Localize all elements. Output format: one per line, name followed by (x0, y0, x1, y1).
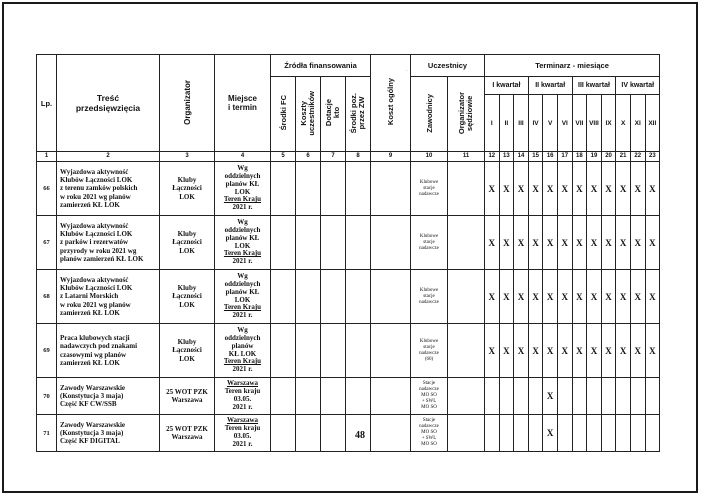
cell-zawodnicy: Klubowe stacje nadawcze (60) (411, 324, 448, 378)
cell-month-10: X (616, 324, 631, 378)
cell-month-11: X (630, 270, 645, 324)
cell-zawodnicy: Klubowe stacje nadawcze (411, 216, 448, 270)
cell-month-2 (499, 378, 514, 415)
header-month-4: IV (528, 95, 543, 152)
header-terminarz: Terminarz - miesiące (485, 55, 660, 77)
header-kwartal-3: III kwartał (572, 77, 616, 95)
header-month-7: VII (572, 95, 587, 152)
column-number-10: 10 (411, 152, 448, 162)
cell-srodki-fc (271, 415, 296, 452)
table-row (37, 324, 660, 378)
cell-month-9: X (601, 216, 616, 270)
cell-month-7 (572, 378, 587, 415)
cell-month-8 (587, 415, 602, 452)
header-month-2: II (499, 95, 514, 152)
column-number-9: 9 (371, 152, 411, 162)
cell-zawodnicy: Stacje nadawcze MO SO + SWL MO SO (411, 378, 448, 415)
cell-koszt-ogolny (371, 378, 411, 415)
cell-month-6: X (557, 324, 572, 378)
cell-month-8: X (587, 270, 602, 324)
miejsce-location: Warszawa (226, 379, 259, 388)
column-number-3: 3 (160, 152, 215, 162)
cell-srodki-fc (271, 270, 296, 324)
column-number-14: 14 (514, 152, 529, 162)
header-month-10: X (616, 95, 631, 152)
header-month-11: XI (630, 95, 645, 152)
cell-month-7: X (572, 270, 587, 324)
column-number-17: 17 (557, 152, 572, 162)
cell-month-4: X (528, 216, 543, 270)
cell-koszty-uczestnikow (296, 162, 321, 216)
cell-month-10: X (616, 216, 631, 270)
header-month-1: I (485, 95, 500, 152)
column-number-19: 19 (587, 152, 602, 162)
cell-month-5: X (543, 216, 558, 270)
column-number-1: 1 (37, 152, 57, 162)
cell-dotacje (321, 216, 346, 270)
cell-organizator-sedziowie (448, 415, 485, 452)
table-row (37, 270, 660, 324)
table-row (37, 216, 660, 270)
cell-month-7: X (572, 162, 587, 216)
miejsce-plan: Wg oddzielnych planów KŁ LOK (224, 325, 261, 358)
cell-organizator: Kluby Łączności LOK (160, 216, 215, 270)
cell-month-6: X (557, 162, 572, 216)
cell-month-11 (630, 378, 645, 415)
cell-month-1: X (485, 270, 500, 324)
cell-month-12: X (645, 162, 660, 216)
cell-srodki-zw (346, 216, 371, 270)
cell-lp: 70 (37, 378, 57, 415)
cell-month-12: X (645, 216, 660, 270)
cell-month-3 (514, 415, 529, 452)
cell-month-4: X (528, 270, 543, 324)
cell-month-8: X (587, 216, 602, 270)
miejsce-location: Teren Kraju (223, 357, 262, 366)
cell-month-12 (645, 415, 660, 452)
cell-tresc: Praca klubowych stacji nadawczych pod znakami czasowymi wg planów zamierzeń KŁ LOK (57, 324, 160, 378)
cell-month-8: X (587, 162, 602, 216)
cell-month-10: X (616, 270, 631, 324)
cell-month-7: X (572, 216, 587, 270)
header-uczestnicy: Uczestnicy (411, 55, 485, 77)
cell-month-9 (601, 415, 616, 452)
cell-month-2: X (499, 216, 514, 270)
cell-miejsce (215, 216, 271, 270)
cell-month-3: X (514, 216, 529, 270)
header-miejsce: Miejsce i termin (215, 55, 271, 152)
cell-dotacje (321, 415, 346, 452)
header-zawodnicy (411, 77, 448, 152)
column-number-16: 16 (543, 152, 558, 162)
cell-miejsce (215, 378, 271, 415)
cell-month-12: X (645, 324, 660, 378)
cell-month-11: X (630, 216, 645, 270)
table-row (37, 378, 660, 415)
cell-month-9: X (601, 270, 616, 324)
column-number-18: 18 (572, 152, 587, 162)
header-month-3: III (514, 95, 529, 152)
cell-month-3: X (514, 324, 529, 378)
miejsce-location: Teren Kraju (223, 303, 262, 312)
miejsce-location: Warszawa (226, 416, 259, 425)
header-organizator-sedziowie-text: Organizator sędziowie (457, 91, 474, 135)
cell-month-12: X (645, 270, 660, 324)
header-koszty-uczestnikow-text: Koszty uczestników (299, 90, 316, 136)
cell-srodki-fc (271, 378, 296, 415)
header-srodki-zw-text: Środki poz. przez ZW (349, 92, 366, 134)
miejsce-date: Teren kraju 03.05. 2021 r. (224, 387, 261, 411)
column-number-21: 21 (616, 152, 631, 162)
cell-lp: 71 (37, 415, 57, 452)
cell-organizator-sedziowie (448, 162, 485, 216)
cell-month-3 (514, 378, 529, 415)
cell-month-2: X (499, 324, 514, 378)
miejsce-date: 2021 r. (232, 257, 253, 266)
cell-month-3: X (514, 270, 529, 324)
cell-tresc: Zawody Warszawskie (Konstytucja 3 maja) Część KF CW/SSB (57, 378, 160, 415)
cell-organizator-sedziowie (448, 270, 485, 324)
cell-month-5: X (543, 324, 558, 378)
cell-srodki-fc (271, 162, 296, 216)
header-month-9: IX (601, 95, 616, 152)
header-organizator-sedziowie (448, 77, 485, 152)
cell-srodki-fc (271, 324, 296, 378)
cell-month-7: X (572, 324, 587, 378)
cell-month-2: X (499, 162, 514, 216)
column-number-12: 12 (485, 152, 500, 162)
cell-month-7 (572, 415, 587, 452)
header-month-8: VIII (587, 95, 602, 152)
cell-koszty-uczestnikow (296, 415, 321, 452)
cell-koszty-uczestnikow (296, 270, 321, 324)
cell-koszty-uczestnikow (296, 324, 321, 378)
miejsce-location: Teren Kraju (223, 195, 262, 204)
header-month-6: VI (557, 95, 572, 152)
cell-month-10 (616, 378, 631, 415)
cell-month-5: X (543, 378, 558, 415)
cell-srodki-zw (346, 378, 371, 415)
column-number-15: 15 (528, 152, 543, 162)
header-srodki-fc-text: Środki FC (278, 95, 288, 131)
table-row (37, 415, 660, 452)
column-number-7: 7 (321, 152, 346, 162)
miejsce-plan: Wg oddzielnych planów KŁ LOK (224, 271, 261, 304)
cell-organizator: Kluby Łączności LOK (160, 162, 215, 216)
header-organizator-text: Organizator (182, 79, 192, 125)
cell-koszt-ogolny (371, 415, 411, 452)
header-organizator (160, 55, 215, 152)
cell-month-4 (528, 415, 543, 452)
header-koszty-uczestnikow (296, 77, 321, 152)
cell-organizator: 25 WOT PZK Warszawa (160, 415, 215, 452)
cell-tresc: Wyjazdowa aktywność Klubów Łączności LOK z terenu zamków polskich w roku 2021 wg planów zamierzeń KŁ LOK (57, 162, 160, 216)
cell-month-10: X (616, 162, 631, 216)
table-row (37, 162, 660, 216)
cell-dotacje (321, 270, 346, 324)
cell-srodki-zw (346, 270, 371, 324)
cell-month-1: X (485, 216, 500, 270)
header-dotacje (321, 77, 346, 152)
miejsce-date: 2021 r. (232, 365, 253, 374)
cell-organizator: 25 WOT PZK Warszawa (160, 378, 215, 415)
cell-month-9: X (601, 162, 616, 216)
header-lp: Lp. (37, 55, 57, 152)
cell-zawodnicy: Klubowe stacje nadawcze (411, 270, 448, 324)
cell-month-1 (485, 378, 500, 415)
cell-koszt-ogolny (371, 270, 411, 324)
cell-month-5: X (543, 415, 558, 452)
cell-month-1 (485, 415, 500, 452)
header-kwartal-4: IV kwartał (616, 77, 660, 95)
cell-miejsce (215, 162, 271, 216)
cell-month-11: X (630, 162, 645, 216)
cell-month-5: X (543, 162, 558, 216)
header-tresc: Treść przedsięwzięcia (57, 55, 160, 152)
cell-lp: 68 (37, 270, 57, 324)
cell-dotacje (321, 378, 346, 415)
column-number-11: 11 (448, 152, 485, 162)
cell-tresc: Wyjazdowa aktywność Klubów Łączności LOK z parków i rezerwatów przyrody w roku 2021 wg planów zamierzeń KŁ LOK (57, 216, 160, 270)
cell-lp: 67 (37, 216, 57, 270)
cell-month-4 (528, 378, 543, 415)
column-number-6: 6 (296, 152, 321, 162)
miejsce-date: 2021 r. (232, 203, 253, 212)
cell-month-6 (557, 378, 572, 415)
cell-month-4: X (528, 162, 543, 216)
cell-month-8 (587, 378, 602, 415)
miejsce-plan: Wg oddzielnych planów KŁ LOK (224, 217, 261, 250)
cell-srodki-zw (346, 324, 371, 378)
cell-zawodnicy: Stacje nadawcze MO SO + SWL MO SO (411, 415, 448, 452)
cell-srodki-fc (271, 216, 296, 270)
cell-month-2 (499, 415, 514, 452)
column-number-13: 13 (499, 152, 514, 162)
cell-organizator: Kluby Łączności LOK (160, 324, 215, 378)
cell-koszt-ogolny (371, 162, 411, 216)
cell-month-11: X (630, 324, 645, 378)
cell-month-4: X (528, 324, 543, 378)
cell-organizator: Kluby Łączności LOK (160, 270, 215, 324)
cell-month-1: X (485, 162, 500, 216)
column-number-20: 20 (601, 152, 616, 162)
column-number-4: 4 (215, 152, 271, 162)
cell-organizator-sedziowie (448, 324, 485, 378)
miejsce-location: Teren Kraju (223, 249, 262, 258)
header-srodki-fc (271, 77, 296, 152)
cell-srodki-zw (346, 162, 371, 216)
cell-lp: 66 (37, 162, 57, 216)
cell-month-6: X (557, 216, 572, 270)
header-koszt-ogolny (371, 55, 411, 152)
cell-zawodnicy: Klubowe stacje nadawcze (411, 162, 448, 216)
cell-organizator-sedziowie (448, 378, 485, 415)
scan-mark: · (406, 68, 408, 74)
cell-month-6: X (557, 270, 572, 324)
cell-month-11 (630, 415, 645, 452)
cell-month-9 (601, 378, 616, 415)
cell-month-9: X (601, 324, 616, 378)
cell-organizator-sedziowie (448, 216, 485, 270)
cell-lp: 69 (37, 324, 57, 378)
miejsce-plan: Wg oddzielnych planów KŁ LOK (224, 163, 261, 196)
header-month-5: V (543, 95, 558, 152)
header-koszt-ogolny-text: Koszt ogólny (386, 78, 395, 126)
cell-miejsce (215, 270, 271, 324)
header-kwartal-1: I kwartał (485, 77, 529, 95)
header-srodki-zw (346, 77, 371, 152)
cell-miejsce (215, 324, 271, 378)
schedule-table (36, 54, 660, 452)
header-month-12: XII (645, 95, 660, 152)
cell-dotacje (321, 324, 346, 378)
header-zawodnicy-text: Zawodnicy (424, 93, 434, 133)
cell-month-5: X (543, 270, 558, 324)
cell-month-8: X (587, 324, 602, 378)
miejsce-date: Teren kraju 03.05. 2021 r. (224, 424, 261, 448)
cell-month-2: X (499, 270, 514, 324)
cell-tresc: Wyjazdowa aktywność Klubów Łączności LOK z Latarni Morskich w roku 2021 wg planów zamierzeń KŁ LOK (57, 270, 160, 324)
cell-month-6 (557, 415, 572, 452)
cell-koszty-uczestnikow (296, 378, 321, 415)
header-zrodla: Źródła finansowania (271, 55, 371, 77)
cell-month-3: X (514, 162, 529, 216)
cell-koszt-ogolny (371, 216, 411, 270)
header-dotacje-text: Dotacje kto (324, 99, 341, 127)
cell-dotacje (321, 162, 346, 216)
cell-koszty-uczestnikow (296, 216, 321, 270)
cell-miejsce (215, 415, 271, 452)
column-number-23: 23 (645, 152, 660, 162)
column-number-8: 8 (346, 152, 371, 162)
cell-month-12 (645, 378, 660, 415)
miejsce-date: 2021 r. (232, 311, 253, 320)
column-number-2: 2 (57, 152, 160, 162)
column-number-22: 22 (630, 152, 645, 162)
schedule-table-wrapper (36, 54, 660, 452)
column-number-5: 5 (271, 152, 296, 162)
page-number: 48 (355, 430, 365, 441)
cell-koszt-ogolny (371, 324, 411, 378)
header-kwartal-2: II kwartał (528, 77, 572, 95)
cell-month-10 (616, 415, 631, 452)
cell-month-1: X (485, 324, 500, 378)
cell-tresc: Zawody Warszawskie (Konstytucja 3 maja) Część KF DIGITAL (57, 415, 160, 452)
